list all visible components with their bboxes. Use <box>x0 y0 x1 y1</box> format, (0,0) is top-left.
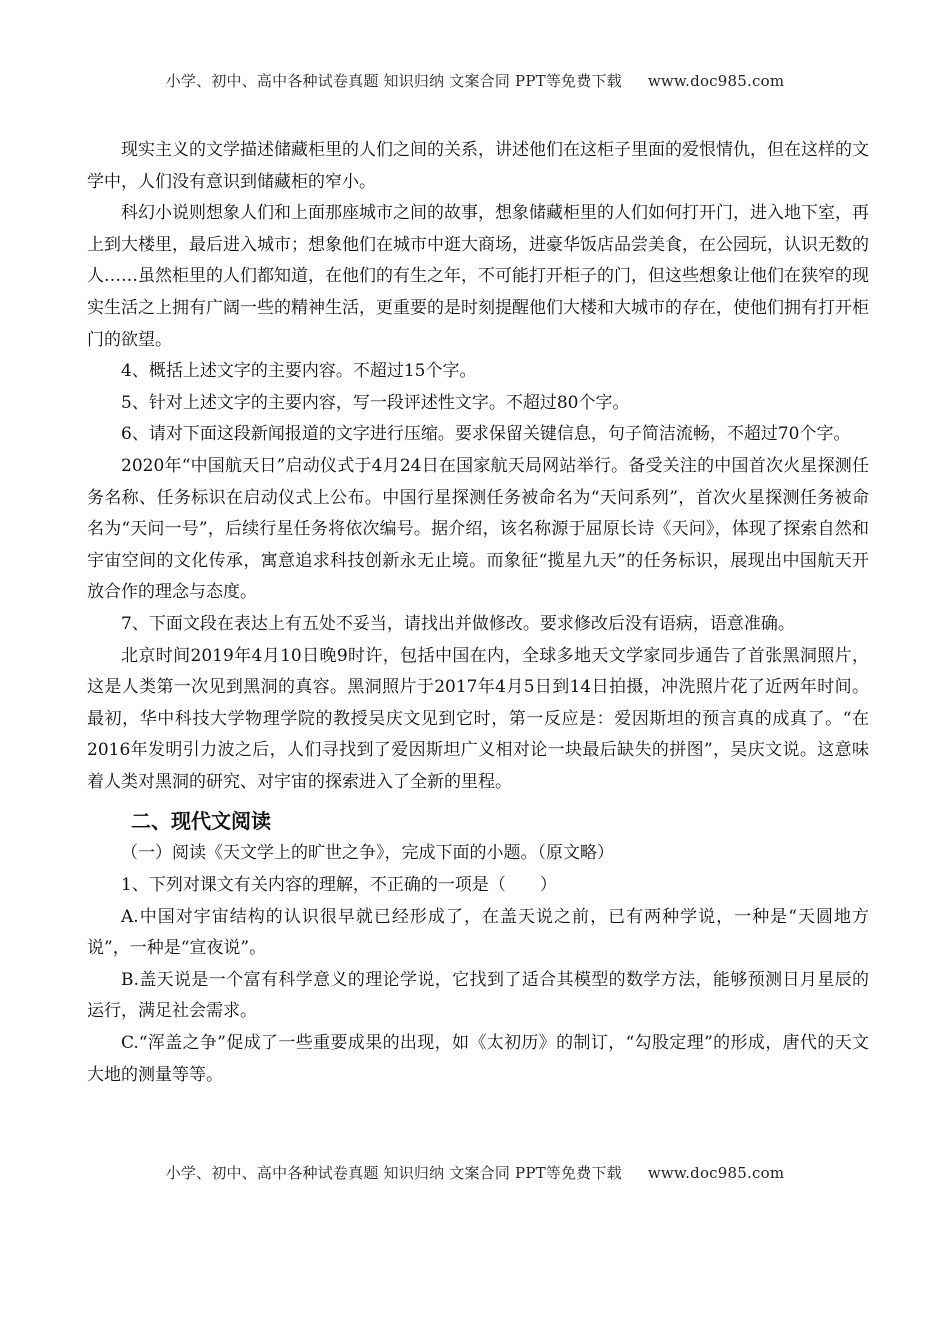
document-body <box>87 135 869 1091</box>
paragraph-realism: 现实主义的文学描述储藏柜里的人们之间的关系，讲述他们在这柜子里面的爱恨情仇，但在这样的文学中，人们没有意识到储藏柜的窄小。 <box>87 140 869 192</box>
page-footer <box>0 1162 950 1183</box>
option-c: C.“浑盖之争”促成了一些重要成果的出现，如《太初历》的制订，“勾股定理”的形成，唐代的天文大地的测量等等。 <box>87 1033 869 1085</box>
footer-url[interactable]: www.doc985.com <box>647 1164 785 1182</box>
section-heading: 二、现代文阅读 <box>131 809 271 834</box>
section-intro: （一）阅读《天文学上的旷世之争》，完成下面的小题。（原文略） <box>121 843 614 864</box>
question-4: 4、概括上述文字的主要内容。不超过15个字。 <box>121 361 477 382</box>
option-b: B.盖天说是一个富有科学意义的理论学说，它找到了适合其模型的数学方法，能够预测日月星辰的运行，满足社会需求。 <box>87 969 869 1022</box>
question-7-passage: 北京时间2019年4月10日晚9时许，包括中国在内，全球多地天文学家同步通告了首张黑洞照片，这是人类第一次见到黑洞的真容。黑洞照片于2017年4月5日到14日拍摄，冲洗照片花了近两年时间。最初，华中科技大学物理学院的教授吴庆文见到它时，第一反应是：爱因斯坦的预言真的成真了。“在2016年发明引力波之后，人们寻找到了爱因斯坦广义相对论一块最后缺失的拼图”，吴庆文说。这意味着人类对黑洞的研究、对宇宙的探索进入了全新的里程。 <box>87 645 869 792</box>
question-6: 6、请对下面这段新闻报道的文字进行压缩。要求保留关键信息，句子简洁流畅，不超过70个字。 <box>121 424 851 445</box>
footer-text: 小学、初中、高中各种试卷真题 知识归纳 文案合同 PPT等免费下载 <box>165 1164 622 1182</box>
question-5: 5、针对上述文字的主要内容，写一段评述性文字。不超过80个字。 <box>121 392 630 413</box>
option-a: A.中国对宇宙结构的认识很早就已经形成了，在盖天说之前，已有两种学说，一种是“天圆地方说”，一种是“宣夜说”。 <box>87 906 869 959</box>
header-url[interactable]: www.doc985.com <box>647 72 785 90</box>
question-1: 1、下列对课文有关内容的理解，不正确的一项是（ ） <box>121 875 557 896</box>
header-text: 小学、初中、高中各种试卷真题 知识归纳 文案合同 PPT等免费下载 <box>165 72 622 90</box>
question-6-passage: 2020年“中国航天日”启动仪式于4月24日在国家航天局网站举行。备受关注的中国首次火星探测任务名称、任务标识在启动仪式上公布。中国行星探测任务被命名为“天问系列”，首次火星探测任务被命名为“天问一号”，后续行星任务将依次编号。据介绍，该名称源于屈原长诗《天问》，体现了探索自然和宇宙空间的文化传承，寓意追求科技创新永无止境。而象征“揽星九天”的任务标识，展现出中国航天开放合作的理念与态度。 <box>87 455 869 603</box>
paragraph-scifi: 科幻小说则想象人们和上面那座城市之间的故事，想象储藏柜里的人们如何打开门，进入地下室，再上到大楼里，最后进入城市；想象他们在城市中逛大商场，进豪华饭店品尝美食，在公园玩，认识无数的人……虽然柜里的人们都知道，在他们的有生之年，不可能打开柜子的门，但这些想象让他们在狭窄的现实生活之上拥有广阔一些的精神生活，更重要的是时刻提醒他们大楼和大城市的存在，使他们拥有打开柜门的欲望。 <box>87 203 869 350</box>
page-header <box>0 70 950 91</box>
question-7: 7、下面文段在表达上有五处不妥当，请找出并做修改。要求修改后没有语病，语意准确。 <box>121 613 795 634</box>
